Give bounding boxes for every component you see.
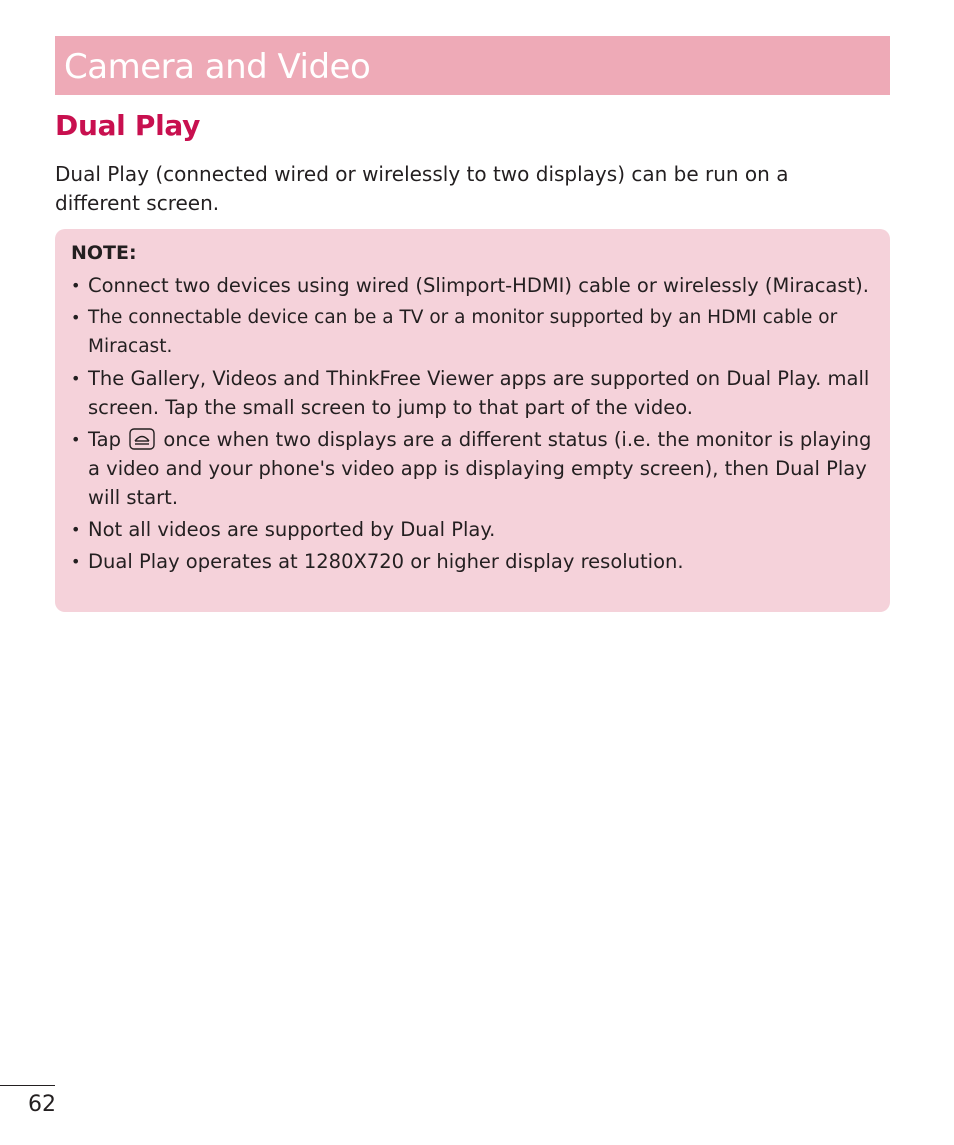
note-list (71, 271, 876, 576)
bullet-icon: • (71, 308, 81, 327)
bullet-icon: • (71, 552, 81, 571)
note-item-text-after-icon: once when two displays are a different status (i.e. the monitor is playing a video and your phone's video app is displaying empty screen), then Dual Play will start. (88, 428, 872, 509)
note-item (71, 271, 876, 300)
bullet-icon: • (71, 520, 81, 539)
chapter-title: Camera and Video (64, 47, 371, 87)
home-key-icon (129, 428, 155, 450)
intro-paragraph: Dual Play (connected wired or wirelessly to two displays) can be run on a different screen. (55, 162, 789, 215)
note-item-text: The Gallery, Videos and ThinkFree Viewer apps are supported on Dual Play. mall screen. Tap the small screen to jump to that part of the video. (88, 367, 870, 419)
bullet-icon: • (71, 369, 81, 388)
page-number: 62 (28, 1092, 56, 1117)
note-item-text: Dual Play operates at 1280X720 or higher display resolution. (88, 550, 684, 573)
note-box (55, 229, 890, 612)
note-item-text: The connectable device can be a TV or a monitor supported by an HDMI cable or Miracast. (88, 307, 838, 357)
bullet-icon: • (71, 430, 81, 449)
note-item (71, 547, 876, 576)
note-heading: NOTE: (71, 242, 137, 264)
bullet-icon: • (71, 276, 81, 295)
note-item (71, 364, 876, 422)
chapter-banner (55, 36, 890, 95)
note-item (71, 303, 876, 361)
note-item-text-before-icon: Tap (88, 428, 128, 451)
page-number-rule (0, 1085, 55, 1086)
note-item-text: Connect two devices using wired (Slimport-HDMI) cable or wirelessly (Miracast). (88, 274, 869, 297)
note-item-text: Not all videos are supported by Dual Play. (88, 518, 496, 541)
note-item (71, 425, 876, 512)
note-item (71, 515, 876, 544)
section-title: Dual Play (55, 109, 201, 142)
